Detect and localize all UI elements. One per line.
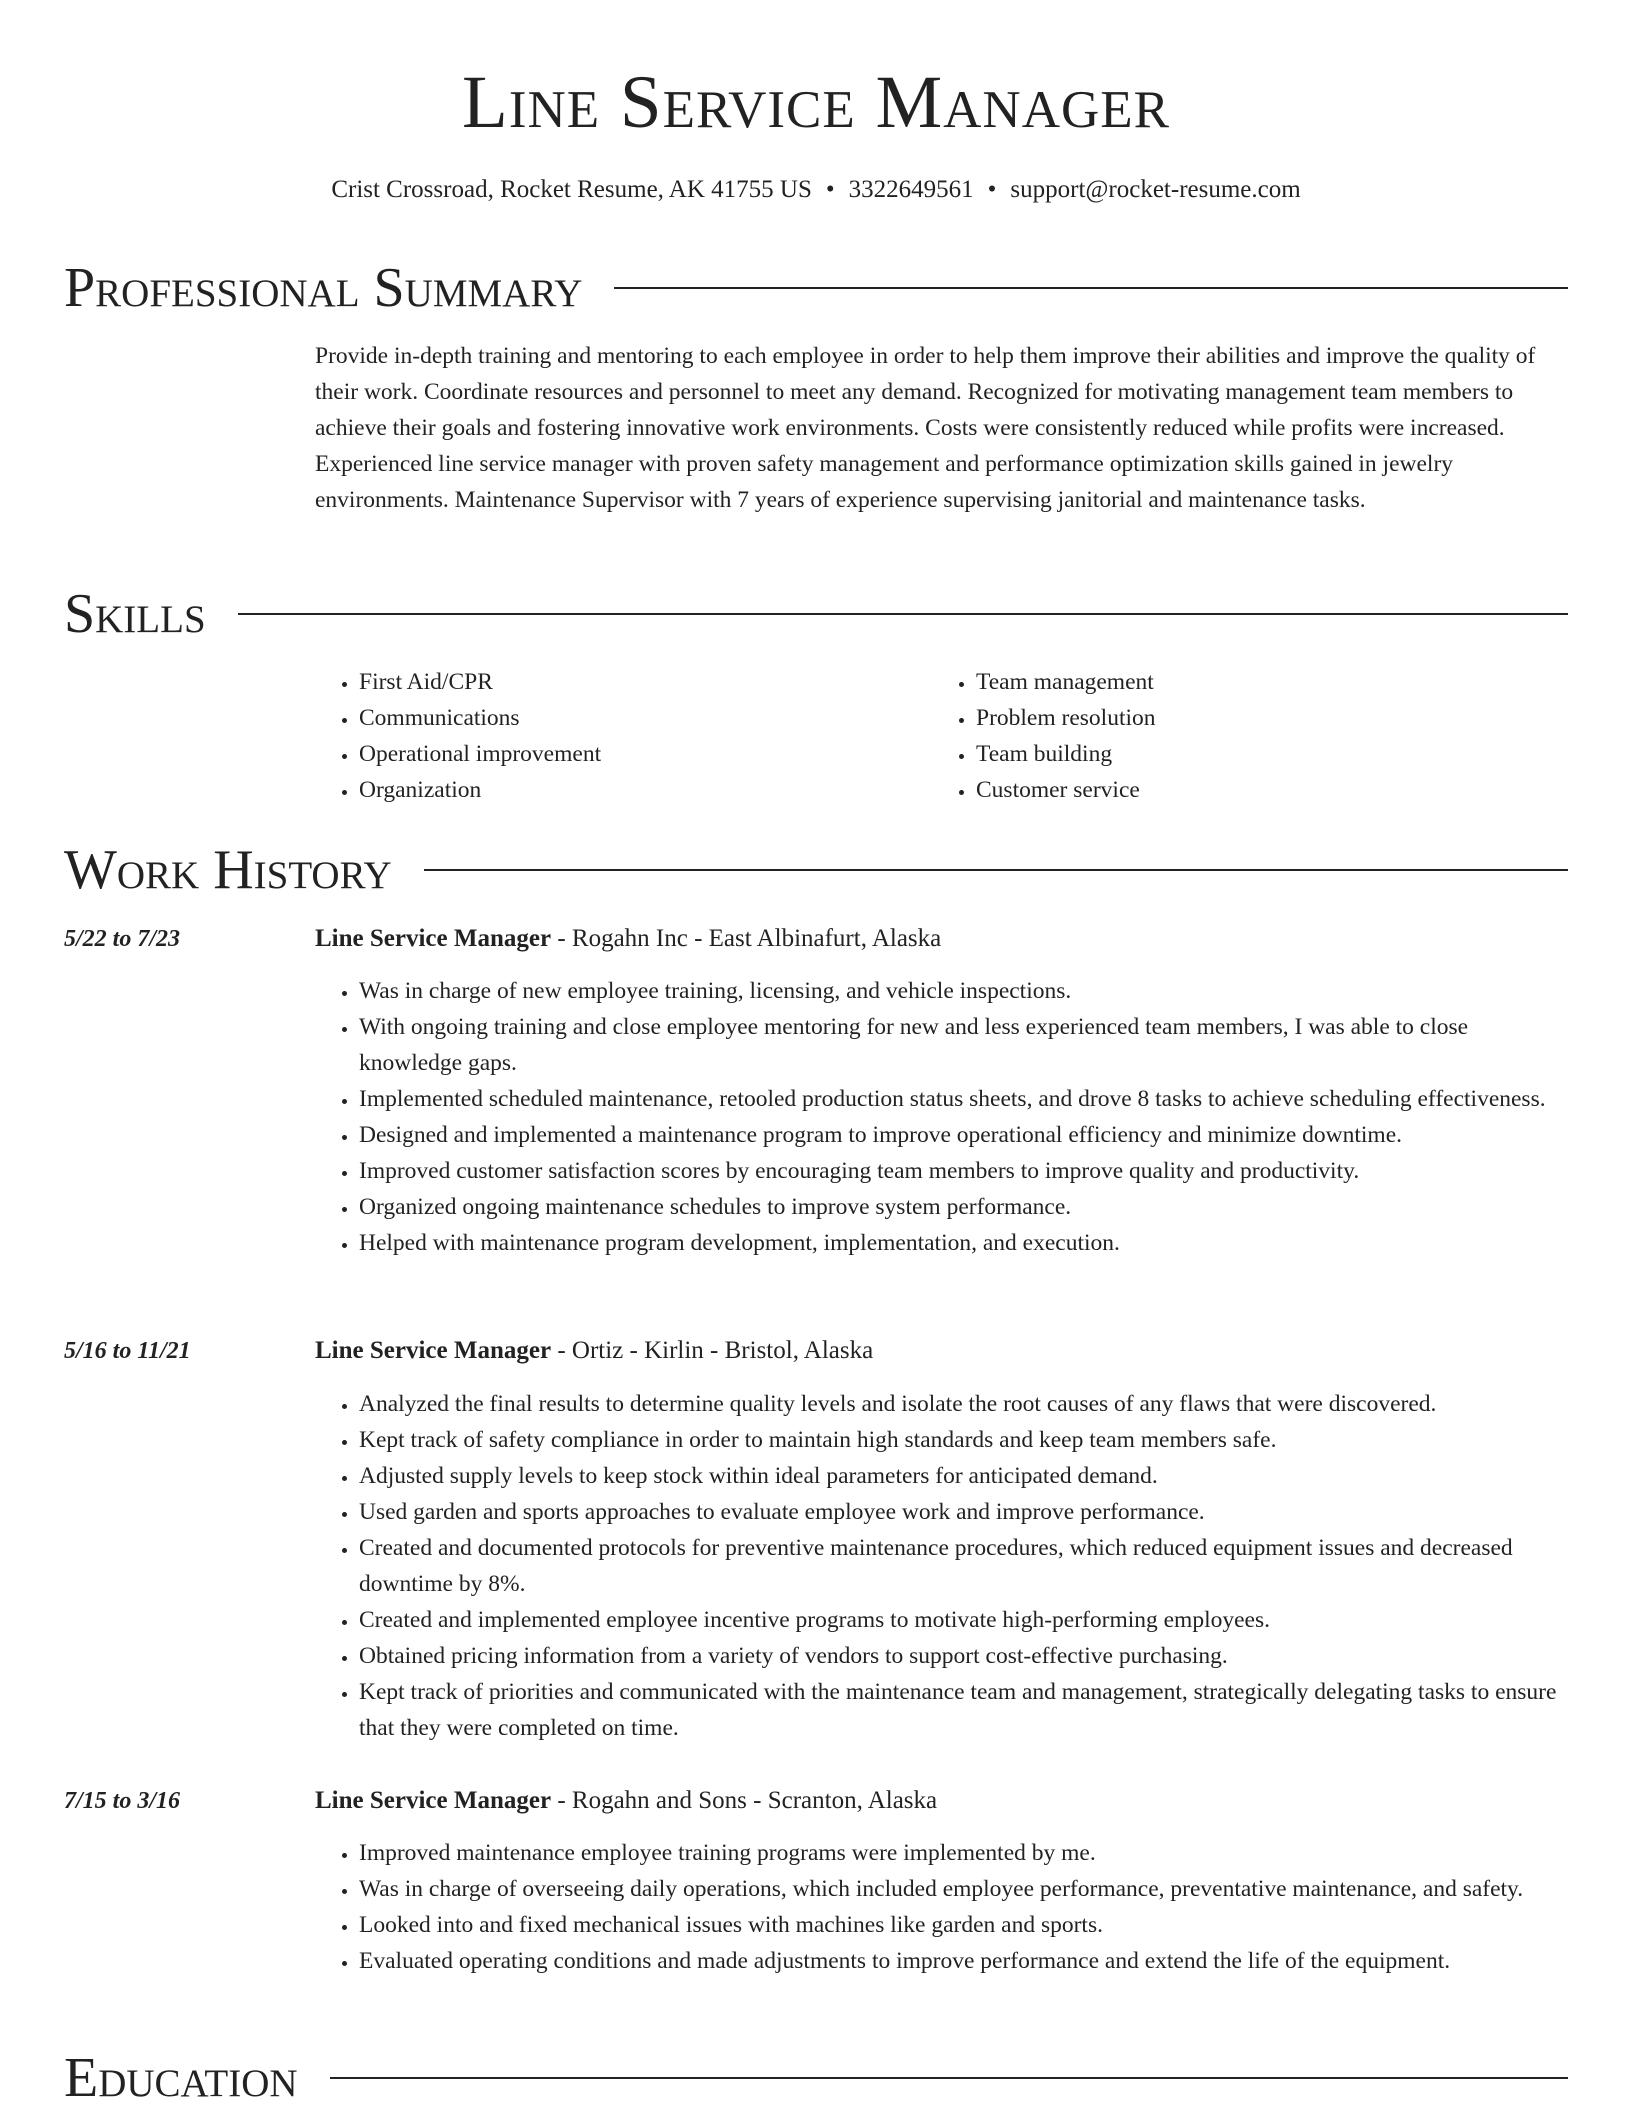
- job-title: Line Service Manager: [315, 1337, 552, 1364]
- job-bullet: • Designed and implemented a maintenance program to improve operational efficiency and minimize downtime.: [359, 1117, 1570, 1153]
- work-section-heading: [64, 835, 1568, 905]
- job-bullet: • Improved customer satisfaction scores by encouraging team members to improve quality and productivity.: [359, 1153, 1570, 1189]
- summary-section-heading: [64, 253, 1568, 323]
- contact-address: Crist Crossroad, Rocket Resume, AK 41755 US: [331, 176, 812, 203]
- job-bullets: [315, 973, 1570, 1261]
- job-bullet: • Kept track of safety compliance in order to maintain high standards and keep team members safe.: [359, 1422, 1570, 1458]
- job-title-line: [315, 1333, 1570, 1369]
- skill-item: • Organization: [359, 772, 875, 808]
- skills-column-right: [932, 664, 1492, 808]
- skills-section-heading: [64, 579, 1568, 649]
- education-section-heading: [64, 2043, 1568, 2113]
- contact-separator: •: [825, 176, 835, 203]
- job-bullet: • Evaluated operating conditions and made adjustments to improve performance and extend the life of the equipment.: [359, 1943, 1570, 1979]
- summary-heading: Professional Summary: [64, 257, 583, 319]
- skill-item: • Problem resolution: [976, 700, 1492, 736]
- job-bullet: • Created and documented protocols for preventive maintenance procedures, which reduced equipment issues and decreased downtime by 8%.: [359, 1530, 1570, 1602]
- job-bullet: • Created and implemented employee incentive programs to motivate high-performing employees.: [359, 1602, 1570, 1638]
- skill-item: • Communications: [359, 700, 875, 736]
- job-title: Line Service Manager: [315, 925, 552, 952]
- job-bullet: • Was in charge of overseeing daily operations, which included employee performance, preventative maintenance, and safety.: [359, 1871, 1570, 1907]
- job-dates: 5/22 to 7/23: [64, 926, 181, 952]
- job-bullet: • Was in charge of new employee training, licensing, and vehicle inspections.: [359, 973, 1570, 1009]
- job-bullets: [315, 1386, 1570, 1746]
- contact-phone: 3322649561: [848, 176, 974, 203]
- job-bullet: • Organized ongoing maintenance schedules to improve system performance.: [359, 1189, 1570, 1225]
- job-dates: 5/16 to 11/21: [64, 1338, 191, 1364]
- job-title-line: [315, 1783, 1570, 1819]
- job-dates: 7/15 to 3/16: [64, 1788, 181, 1814]
- section-divider: [614, 287, 1568, 289]
- job-bullet: • Implemented scheduled maintenance, retooled production status sheets, and drove 8 tasks to achieve scheduling effectiveness.: [359, 1081, 1570, 1117]
- section-divider: [238, 613, 1568, 615]
- contact-email: support@rocket-resume.com: [1010, 176, 1301, 203]
- contact-separator: •: [987, 176, 997, 203]
- job-bullet: • Adjusted supply levels to keep stock within ideal parameters for anticipated demand.: [359, 1458, 1570, 1494]
- skill-item: • Team management: [976, 664, 1492, 700]
- skills-column-left: [315, 664, 875, 808]
- work-heading: Work History: [64, 839, 392, 901]
- skill-item: • Customer service: [976, 772, 1492, 808]
- job-company-location: - Ortiz - Kirlin - Bristol, Alaska: [551, 1337, 874, 1364]
- education-heading: Education: [64, 2047, 298, 2109]
- job-bullet: • Obtained pricing information from a variety of vendors to support cost-effective purchasing.: [359, 1638, 1570, 1674]
- job-bullet: • With ongoing training and close employee mentoring for new and less experienced team members, I was able to close knowledge gaps.: [359, 1009, 1570, 1081]
- skill-item: • Team building: [976, 736, 1492, 772]
- job-title-line: [315, 921, 1570, 957]
- job-bullet: • Analyzed the final results to determine quality levels and isolate the root causes of any flaws that were discovered.: [359, 1386, 1570, 1422]
- skill-item: • First Aid/CPR: [359, 664, 875, 700]
- candidate-name: Line Service Manager: [462, 61, 1170, 144]
- skill-item: • Operational improvement: [359, 736, 875, 772]
- job-title: Line Service Manager: [315, 1787, 552, 1814]
- job-bullets: [315, 1835, 1570, 1979]
- summary-text: Provide in-depth training and mentoring to each employee in order to help them improve their abilities and improve the quality of their work. Coordinate resources and personnel to meet any demand. Recognized for motivating management team members to achieve their goals and fostering innovative work environments. Costs were consistently reduced while profits were increased. Experienced line service manager with proven safety management and performance optimization skills gained in jewelry environments. Maintenance Supervisor with 7 years of experience supervising janitorial and maintenance tasks.: [315, 343, 1536, 513]
- section-divider: [330, 2077, 1568, 2079]
- job-bullet: • Used garden and sports approaches to evaluate employee work and improve performance.: [359, 1494, 1570, 1530]
- job-company-location: - Rogahn Inc - East Albinafurt, Alaska: [551, 925, 942, 952]
- job-bullet: • Improved maintenance employee training programs were implemented by me.: [359, 1835, 1570, 1871]
- contact-line: [0, 174, 1632, 206]
- section-divider: [424, 869, 1568, 871]
- job-bullet: • Kept track of priorities and communicated with the maintenance team and management, strategically delegating tasks to ensure that they were completed on time.: [359, 1674, 1570, 1746]
- job-company-location: - Rogahn and Sons - Scranton, Alaska: [551, 1787, 938, 1814]
- job-bullet: • Looked into and fixed mechanical issues with machines like garden and sports.: [359, 1907, 1570, 1943]
- job-bullet: • Helped with maintenance program development, implementation, and execution.: [359, 1225, 1570, 1261]
- skills-heading: Skills: [64, 583, 206, 645]
